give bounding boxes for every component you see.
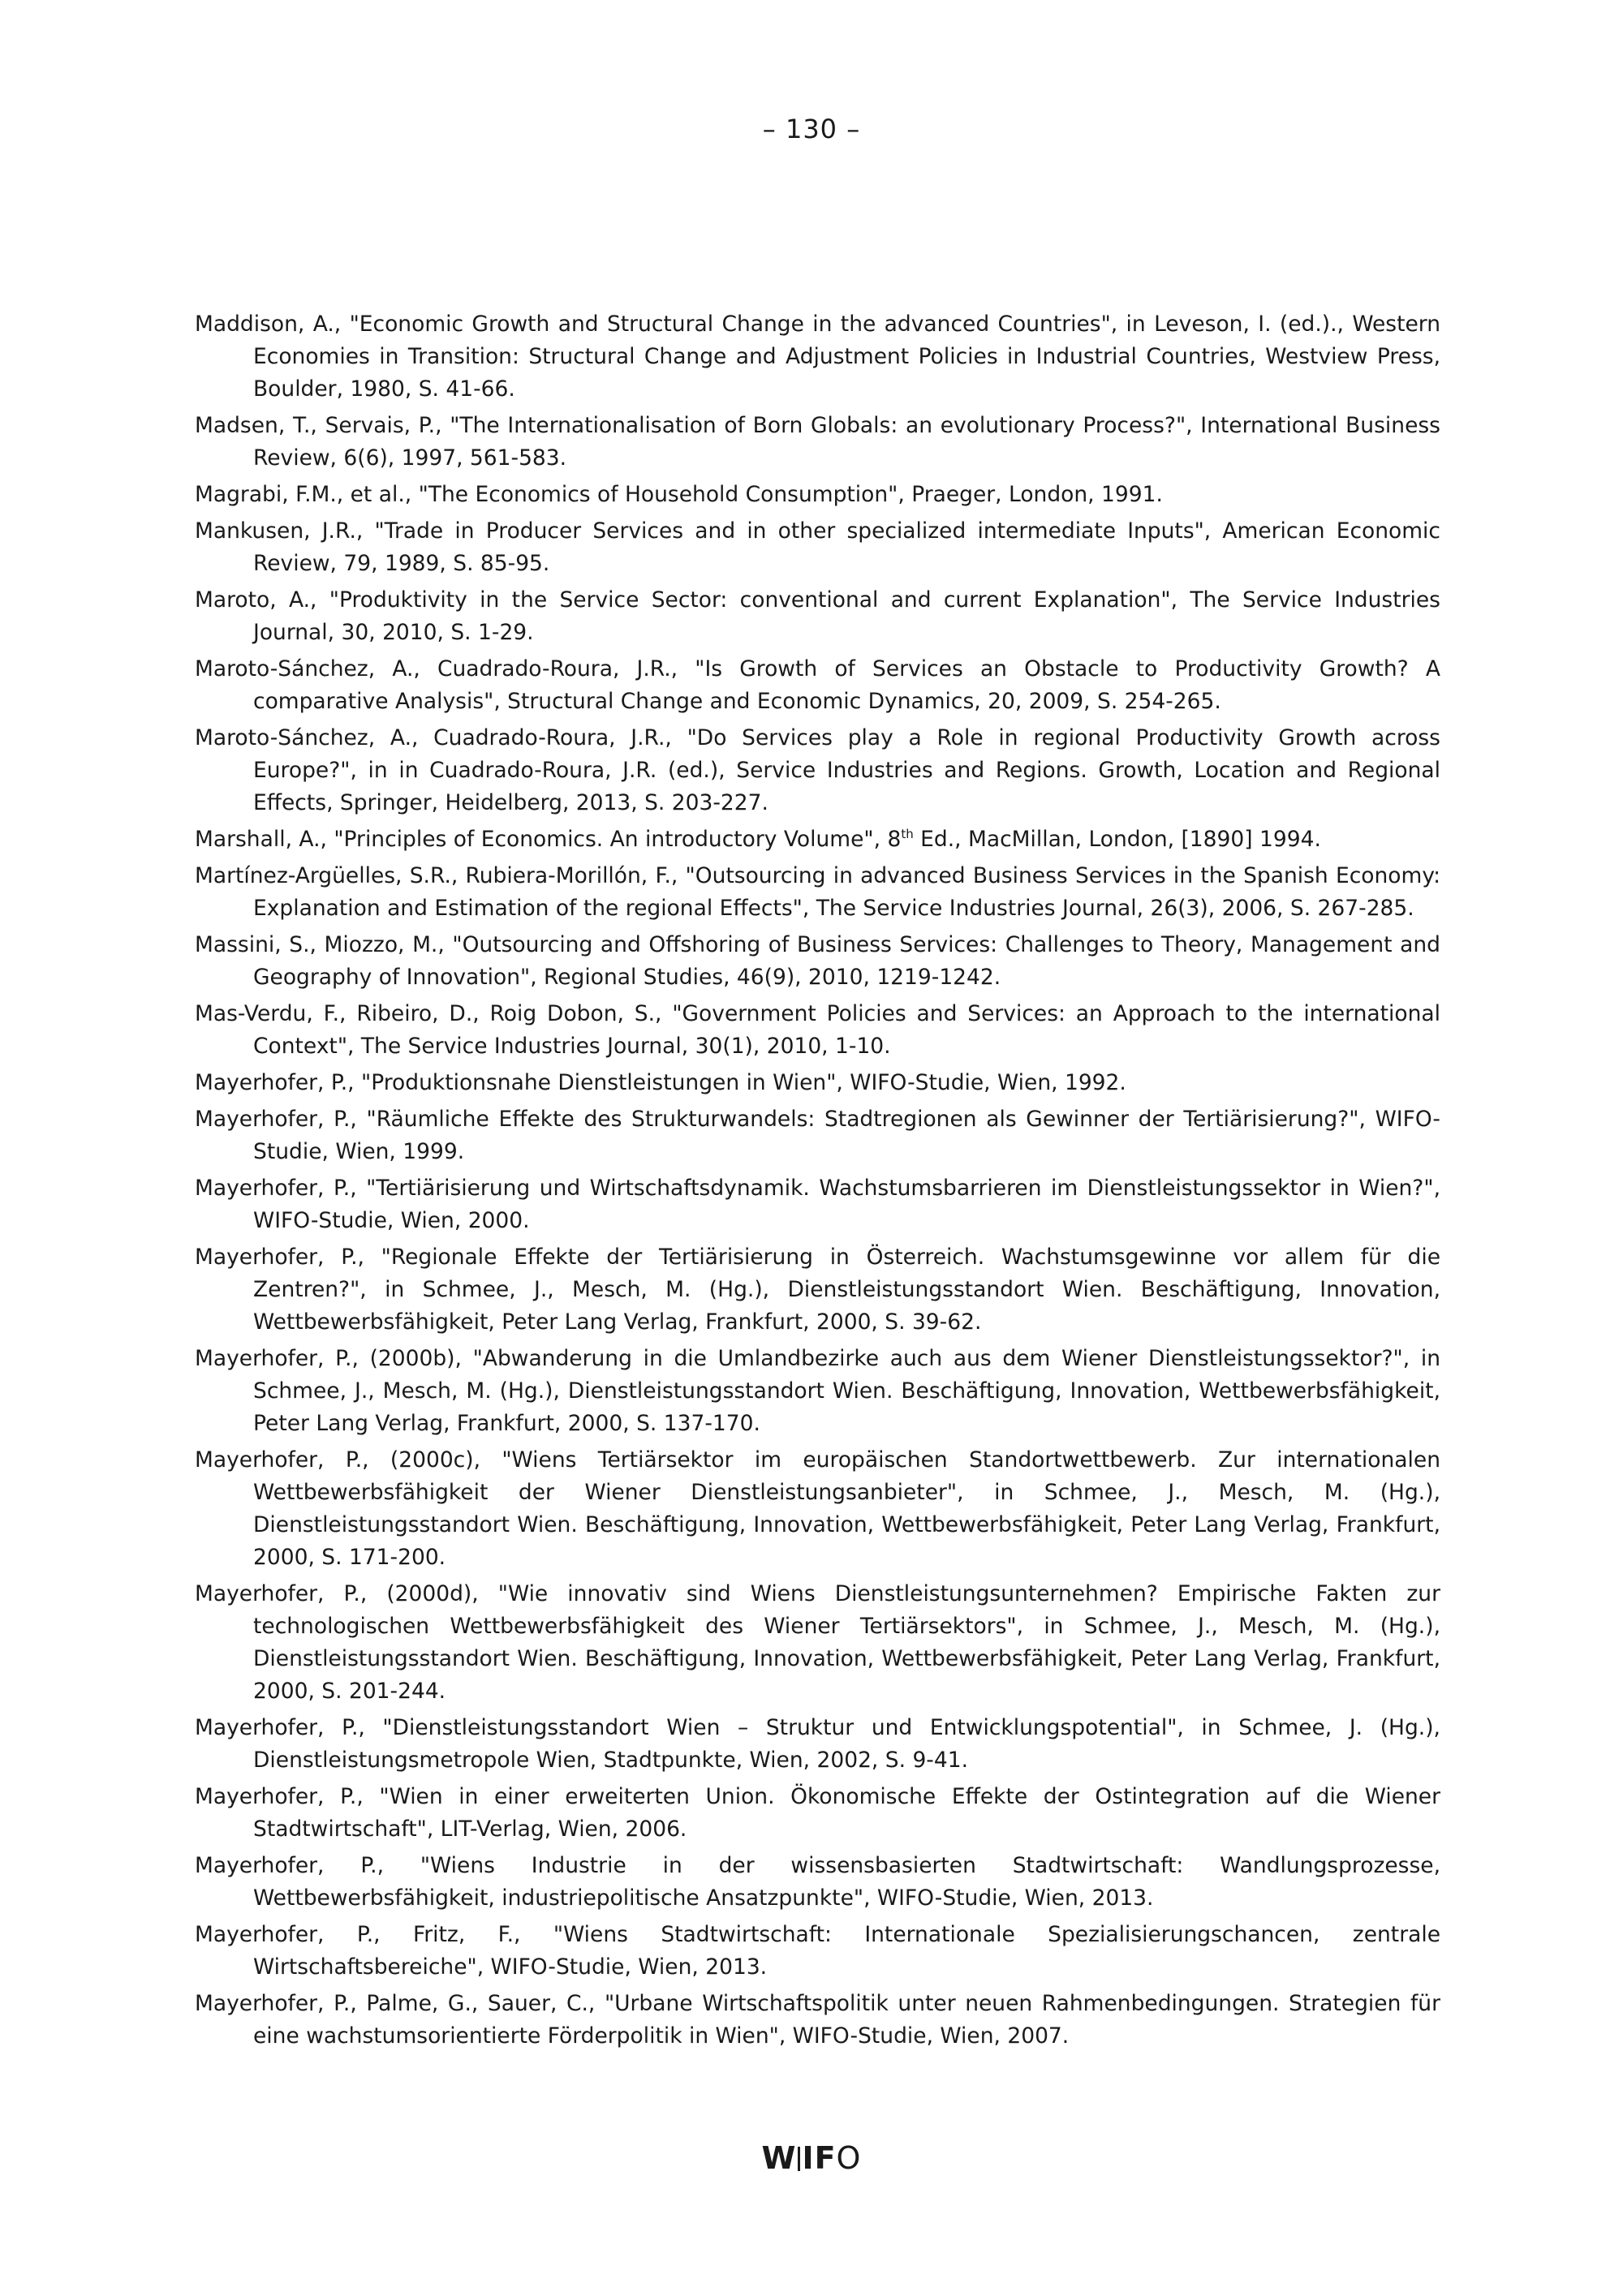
reference-entry: Mayerhofer, P., (2000b), "Abwanderung in die Umlandbezirke auch aus dem Wiener Dienstleistungssektor?", in Schmee, J., Mesch, M. (Hg.), Dienstleistungsstandort Wien. Beschäftigung, Innovation, Wettbewerbsfähigkeit, Peter Lang Verlag, Frankfurt, 2000, S. 137-170. <box>195 1346 1440 1436</box>
logo-letter-w: W <box>761 2140 797 2176</box>
reference-entry: Maroto, A., "Produktivity in the Service Sector: conventional and current Explanation", The Service Industries Journal, 30, 2010, S. 1-29. <box>195 587 1440 645</box>
reference-entry: Mayerhofer, P., Fritz, F., "Wiens Stadtwirtschaft: Internationale Spezialisierungschancen, zentrale Wirtschaftsbereiche", WIFO-Studie, Wien, 2013. <box>195 1922 1440 1980</box>
reference-text: Marshall, A., "Principles of Economics. An introductory Volume", 8 <box>195 827 902 852</box>
reference-entry: Martínez-Argüelles, S.R., Rubiera-Morillón, F., "Outsourcing in advanced Business Services in the Spanish Economy: Explanation and Estimation of the regional Effects", The Service Industries Journal, 26(3), 2006, S. 267-285. <box>195 863 1440 921</box>
reference-entry: Mayerhofer, P., Palme, G., Sauer, C., "Urbane Wirtschaftspolitik unter neuen Rahmenbedingungen. Strategien für eine wachstumsorientierte Förderpolitik in Wien", WIFO-Studie, Wien, 2007. <box>195 1991 1440 2049</box>
reference-entry-marshall <box>195 823 1440 856</box>
reference-entry: Maroto-Sánchez, A., Cuadrado-Roura, J.R., "Do Services play a Role in regional Productivity Growth across Europe?", in in Cuadrado-Roura, J.R. (ed.), Service Industries and Regions. Growth, Location and Regional Effects, Springer, Heidelberg, 2013, S. 203-227. <box>195 725 1440 815</box>
reference-entry: Massini, S., Miozzo, M., "Outsourcing and Offshoring of Business Services: Challenges to Theory, Management and Geography of Innovation", Regional Studies, 46(9), 2010, 1219-1242. <box>195 932 1440 990</box>
reference-entry: Mas-Verdu, F., Ribeiro, D., Roig Dobon, S., "Government Policies and Services: an Approach to the international Context", The Service Industries Journal, 30(1), 2010, 1-10. <box>195 1001 1440 1059</box>
logo-letters-if: IF <box>802 2140 837 2176</box>
ordinal-superscript: th <box>901 827 914 842</box>
reference-entry: Madsen, T., Servais, P., "The Internationalisation of Born Globals: an evolutionary Process?", International Business Review, 6(6), 1997, 561-583. <box>195 413 1440 471</box>
reference-entry: Maroto-Sánchez, A., Cuadrado-Roura, J.R., "Is Growth of Services an Obstacle to Productivity Growth? A comparative Analysis", Structural Change and Economic Dynamics, 20, 2009, S. 254-265. <box>195 656 1440 714</box>
reference-entry: Mankusen, J.R., "Trade in Producer Services and in other specialized intermediate Inputs", American Economic Review, 79, 1989, S. 85-95. <box>195 518 1440 576</box>
reference-entry: Mayerhofer, P., "Dienstleistungsstandort Wien – Struktur und Entwicklungspotential", in Schmee, J. (Hg.), Dienstleistungsmetropole Wien, Stadtpunkte, Wien, 2002, S. 9-41. <box>195 1715 1440 1773</box>
reference-entry: Mayerhofer, P., "Produktionsnahe Dienstleistungen in Wien", WIFO-Studie, Wien, 1992. <box>195 1070 1126 1095</box>
logo-letter-o: O <box>836 2140 862 2176</box>
reference-entry: Mayerhofer, P., "Wien in einer erweiterten Union. Ökonomische Effekte der Ostintegration auf die Wiener Stadtwirtschaft", LIT-Verlag, Wien, 2006. <box>195 1784 1440 1842</box>
reference-list <box>195 308 1440 2057</box>
reference-entry: Mayerhofer, P., "Regionale Effekte der Tertiärisierung in Österreich. Wachstumsgewinne vor allem für die Zentren?", in Schmee, J., Mesch, M. (Hg.), Dienstleistungsstandort Wien. Beschäftigung, Innovation, Wettbewerbsfähigkeit, Peter Lang Verlag, Frankfurt, 2000, S. 39-62. <box>195 1245 1440 1335</box>
reference-text-continued: Ed., MacMillan, London, [1890] 1994. <box>913 827 1321 852</box>
reference-entry: Magrabi, F.M., et al., "The Economics of Household Consumption", Praeger, London, 1991. <box>195 482 1163 507</box>
reference-entry: Mayerhofer, P., "Tertiärisierung und Wirtschaftsdynamik. Wachstumsbarrieren im Dienstleistungssektor in Wien?", WIFO-Studie, Wien, 2000. <box>195 1176 1440 1233</box>
logo-divider <box>798 2147 800 2171</box>
reference-entry: Mayerhofer, P., (2000c), "Wiens Tertiärsektor im europäischen Standortwettbewerb. Zur internationalen Wettbewerbsfähigkeit der Wiener Dienstleistungsanbieter", in Schmee, J., Mesch, M. (Hg.), Dienstleistungsstandort Wien. Beschäftigung, Innovation, Wettbewerbsfähigkeit, Peter Lang Verlag, Frankfurt, 2000, S. 171-200. <box>195 1447 1440 1570</box>
reference-entry: Mayerhofer, P., "Räumliche Effekte des Strukturwandels: Stadtregionen als Gewinner der Tertiärisierung?", WIFO-Studie, Wien, 1999. <box>195 1107 1440 1164</box>
reference-entry: Maddison, A., "Economic Growth and Structural Change in the advanced Countries", in Leveson, I. (ed.)., Western Economies in Transition: Structural Change and Adjustment Policies in Industrial Countries, Westview Press, Boulder, 1980, S. 41-66. <box>195 312 1440 402</box>
page-number: – 130 – <box>762 114 861 144</box>
wifo-logo <box>0 2140 1623 2176</box>
reference-entry: Mayerhofer, P., (2000d), "Wie innovativ sind Wiens Dienstleistungsunternehmen? Empirische Fakten zur technologischen Wettbewerbsfähigkeit des Wiener Tertiärsektors", in Schmee, J., Mesch, M. (Hg.), Dienstleistungsstandort Wien. Beschäftigung, Innovation, Wettbewerbsfähigkeit, Peter Lang Verlag, Frankfurt, 2000, S. 201-244. <box>195 1581 1440 1704</box>
reference-entry: Mayerhofer, P., "Wiens Industrie in der wissensbasierten Stadtwirtschaft: Wandlungsprozesse, Wettbewerbsfähigkeit, industriepolitische Ansatzpunkte", WIFO-Studie, Wien, 2013. <box>195 1853 1440 1911</box>
